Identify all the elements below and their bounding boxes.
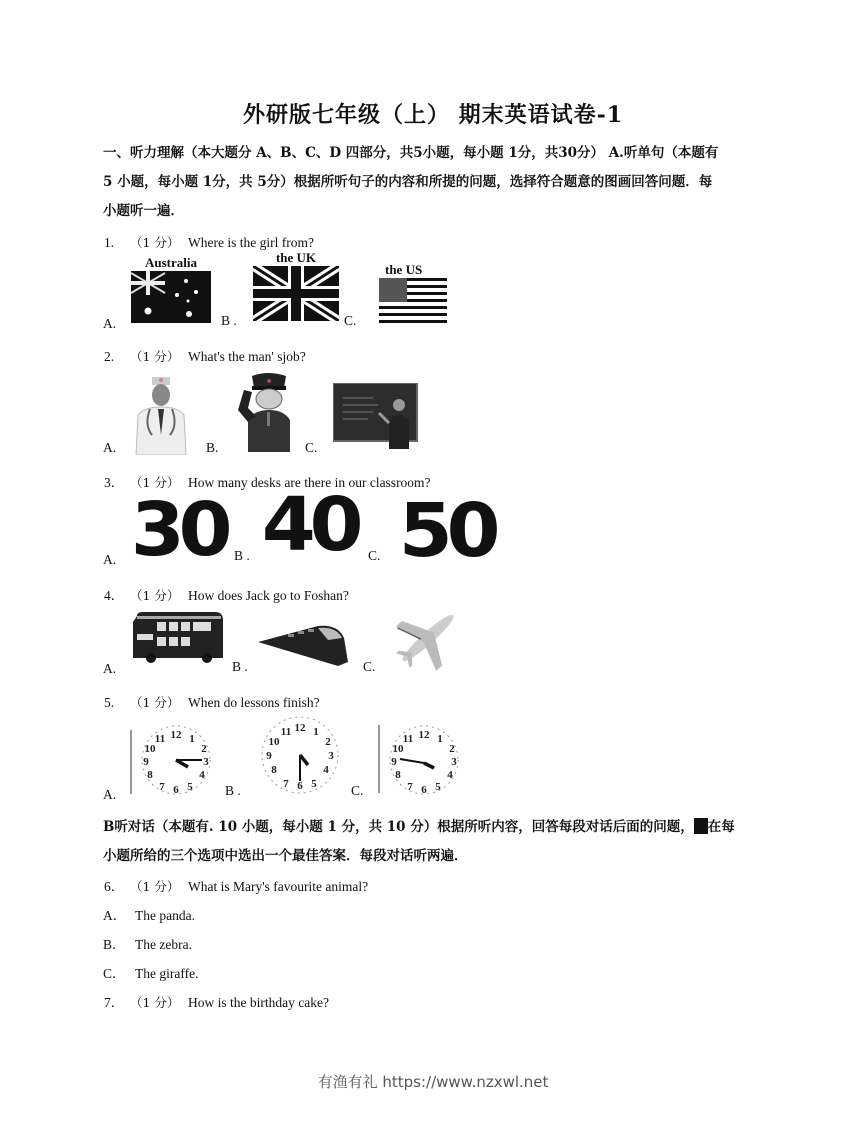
option-b-label: B . — [232, 659, 248, 674]
svg-text:1: 1 — [313, 726, 319, 738]
train-image[interactable] — [258, 618, 352, 668]
clock-icon — [130, 722, 216, 798]
section-a-line-2: 5 小题，每小题 1分，共 5分）根据所听句子的内容和所提的问题，选择符合题意的图画回答问题．每 — [103, 174, 713, 190]
question-5: 5. （1 分） When do lessons finish? — [104, 695, 320, 710]
question-7: 7． （1 分） How is the birthday cake? — [104, 995, 329, 1010]
teacher-icon — [333, 383, 419, 449]
option-b[interactable]: B． The zebra. — [103, 937, 192, 952]
doctor-icon — [130, 375, 192, 455]
svg-text:3: 3 — [328, 750, 334, 762]
number-40-image[interactable]: 40 — [261, 482, 358, 568]
svg-text:2: 2 — [449, 743, 455, 755]
clock-icon — [256, 715, 342, 795]
policeman-image[interactable] — [234, 370, 296, 452]
svg-text:2: 2 — [201, 743, 207, 755]
teacher-image[interactable] — [333, 383, 419, 449]
svg-text:8: 8 — [271, 764, 277, 776]
option-a-label: A. — [103, 316, 117, 331]
option-c[interactable]: C． The giraffe. — [103, 966, 199, 981]
option-a[interactable]: A． The panda. — [103, 908, 195, 923]
us-flag-image[interactable]: the US — [379, 262, 447, 324]
svg-text:5: 5 — [435, 781, 441, 793]
svg-text:7: 7 — [159, 781, 165, 793]
option-a-label: A. — [103, 440, 117, 455]
svg-text:12: 12 — [418, 729, 430, 741]
us-flag-icon — [379, 278, 447, 324]
clock-c-image[interactable] — [378, 723, 464, 797]
section-b-line-1: B听对话（本题有. 10 小题，每小题 1 分，共 10 分）根据所听内容，回答每段对话后面的问题， 在每 — [103, 819, 735, 835]
svg-text:9: 9 — [143, 756, 149, 768]
footer-watermark: 有渔有礼 https://www.nzxwl.net — [317, 1073, 549, 1091]
clock-b-image[interactable] — [256, 715, 342, 795]
australia-flag-image[interactable]: Australia — [131, 255, 211, 323]
question-text: When do lessons finish? — [188, 695, 320, 710]
svg-text:12: 12 — [170, 729, 182, 741]
svg-text:9: 9 — [391, 756, 397, 768]
svg-text:7: 7 — [283, 778, 289, 790]
clock-a-image[interactable] — [130, 722, 216, 798]
svg-text:7: 7 — [407, 781, 413, 793]
option-c-label: C. — [305, 440, 318, 455]
page-title: 外研版七年级（上） 期末英语试卷-1 — [242, 102, 624, 128]
section-b-line-2: 小题所给的三个选项中选出一个最佳答案．每段对话听两遍． — [103, 848, 468, 864]
svg-text:1: 1 — [189, 733, 195, 745]
svg-text:2: 2 — [325, 736, 331, 748]
svg-text:10: 10 — [268, 736, 280, 748]
question-1: 1. （1 分） Where is the girl from? — [104, 235, 314, 250]
svg-text:1: 1 — [437, 733, 443, 745]
section-a-line-3: 小题听一遍． — [103, 203, 184, 219]
question-text: Where is the girl from? — [188, 235, 314, 250]
svg-text:11: 11 — [154, 733, 166, 745]
svg-text:8: 8 — [395, 769, 401, 781]
svg-text:5: 5 — [311, 778, 317, 790]
policeman-icon — [234, 370, 296, 452]
doctor-image[interactable] — [130, 375, 192, 455]
question-text: How many desks are there in our classroom? — [188, 475, 431, 490]
option-c-label: C. — [344, 313, 357, 328]
option-a-label: A. — [103, 552, 117, 567]
question-text: How is the birthday cake? — [188, 995, 329, 1010]
section-a-line-1: 一、听力理解（本大题分 A、B、C、D 四部分，共5小题，每小题 1分，共30分） A.听单句（本题有 — [103, 145, 719, 161]
svg-text:11: 11 — [402, 733, 414, 745]
question-text: What is Mary's favourite animal? — [188, 879, 369, 894]
bus-image[interactable] — [133, 612, 225, 664]
question-6: 6． （1 分） What is Mary's favourite animal? — [104, 879, 369, 894]
option-b-label: B. — [206, 440, 219, 455]
option-c-label: C. — [368, 548, 381, 563]
option-b-label: B . — [225, 783, 241, 798]
question-text: How does Jack go to Foshan? — [188, 588, 349, 603]
svg-text:6: 6 — [421, 784, 427, 796]
svg-text:6: 6 — [297, 780, 303, 792]
uk-flag-icon — [253, 266, 339, 321]
option-c-label: C. — [351, 783, 364, 798]
option-c-label: C. — [363, 659, 376, 674]
question-3: 3． （1 分） How many desks are there in our classroom? — [104, 475, 431, 490]
option-a-label: A. — [103, 787, 117, 802]
svg-text:4: 4 — [323, 764, 329, 776]
clock-icon — [378, 723, 464, 797]
option-a-label: A. — [103, 661, 117, 676]
number-30-image[interactable]: 30 — [130, 487, 227, 573]
option-b-label: B . — [234, 548, 250, 563]
svg-text:6: 6 — [173, 784, 179, 796]
question-4: 4． （1 分） How does Jack go to Foshan? — [104, 588, 349, 603]
plane-image[interactable] — [392, 604, 464, 672]
bus-icon — [133, 612, 225, 664]
svg-text:12: 12 — [294, 722, 306, 734]
svg-text:10: 10 — [144, 743, 156, 755]
redaction-block — [694, 818, 708, 834]
question-text: What's the man' sjob? — [188, 349, 306, 364]
option-b-label: B . — [221, 313, 237, 328]
svg-text:5: 5 — [187, 781, 193, 793]
section-b-instructions — [103, 813, 771, 871]
svg-text:10: 10 — [392, 743, 404, 755]
svg-text:9: 9 — [266, 750, 272, 762]
australia-flag-icon — [131, 271, 211, 323]
train-icon — [258, 618, 352, 668]
svg-text:8: 8 — [147, 769, 153, 781]
svg-text:3: 3 — [451, 756, 457, 768]
svg-text:4: 4 — [199, 769, 205, 781]
svg-text:4: 4 — [447, 769, 453, 781]
number-50-image[interactable]: 50 — [398, 488, 495, 574]
svg-text:11: 11 — [280, 726, 292, 738]
section-a-instructions — [103, 139, 771, 226]
plane-icon — [392, 604, 464, 672]
svg-text:3: 3 — [203, 756, 209, 768]
question-2: 2. （1 分） What's the man' sjob? — [104, 349, 306, 364]
uk-flag-image[interactable]: the UK — [253, 250, 339, 321]
